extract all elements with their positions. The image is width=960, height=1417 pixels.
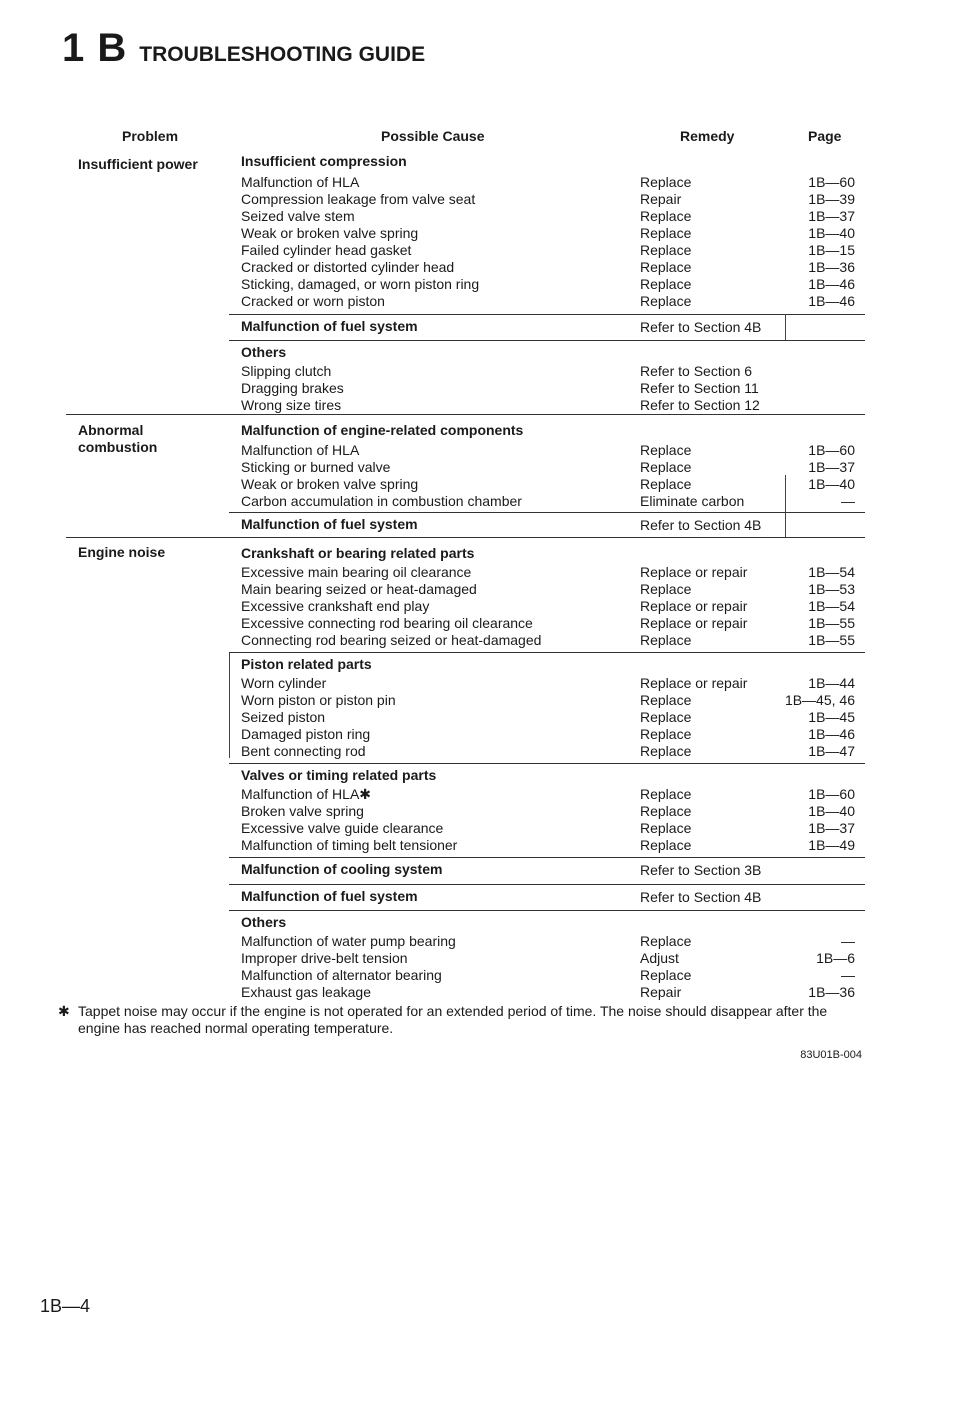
cause-text: Excessive valve guide clearance (241, 820, 444, 836)
cause-text: Worn piston or piston pin (241, 692, 396, 708)
cause-text: Connecting rod bearing seized or heat-damaged (241, 632, 542, 648)
remedy-text: Replace (640, 242, 692, 258)
table-row (229, 225, 865, 242)
remedy-text: Refer to Section 4B (640, 889, 762, 905)
remedy-text: Replace (640, 726, 692, 742)
cause-text: Excessive main bearing oil clearance (241, 564, 472, 580)
page-ref: 1B—46 (808, 276, 855, 292)
table-row (229, 950, 865, 967)
table-row (229, 967, 865, 984)
page-ref: 1B—60 (808, 442, 855, 458)
table-row (229, 984, 865, 1001)
remedy-text: Replace (640, 820, 692, 836)
page-title: TROUBLESHOOTING GUIDE (139, 43, 426, 66)
remedy-text: Repair (640, 984, 682, 1000)
cause-text: Failed cylinder head gasket (241, 242, 412, 258)
table-row (229, 293, 865, 310)
remedy-text: Replace (640, 259, 692, 275)
remedy-text: Replace (640, 276, 692, 292)
table-row (229, 726, 865, 743)
cause-text: Worn cylinder (241, 675, 327, 691)
page-ref: 1B—60 (808, 174, 855, 190)
cause-block-title: Crankshaft or bearing related parts (241, 545, 475, 561)
cause-block-single (229, 884, 865, 905)
remedy-text: Replace (640, 225, 692, 241)
page-ref: 1B—45, 46 (784, 692, 855, 708)
table-row (229, 632, 865, 649)
page-number: 1B—4 (40, 1296, 91, 1316)
page-ref: 1B—45 (808, 709, 855, 725)
cause-text: Malfunction of HLA✱ (241, 786, 372, 802)
cause-block-title: Others (241, 344, 287, 360)
cause-block (229, 763, 865, 853)
cause-block-title: Insufficient compression (241, 153, 407, 169)
cause-text: Dragging brakes (241, 380, 344, 396)
table-row (229, 242, 865, 259)
page-header (62, 26, 425, 71)
page-ref: 1B—36 (808, 259, 855, 275)
table-row (229, 933, 865, 950)
page-ref: 1B—46 (808, 293, 855, 309)
table-row (229, 837, 865, 854)
page-ref: — (841, 967, 855, 983)
cause-text: Wrong size tires (241, 397, 342, 413)
table-row (229, 675, 865, 692)
remedy-text: Replace or repair (640, 564, 748, 580)
footnote-text: Tappet noise may occur if the engine is not operated for an extended period of time. The noise should disappear after the engine has reached normal operating temperature. (78, 1003, 828, 1036)
cause-text: Malfunction of alternator bearing (241, 967, 442, 983)
remedy-text: Replace or repair (640, 675, 748, 691)
cause-text: Weak or broken valve spring (241, 476, 419, 492)
cause-text: Seized piston (241, 709, 326, 725)
cause-text: Cracked or worn piston (241, 293, 385, 309)
cause-text: Bent connecting rod (241, 743, 366, 759)
table-row (229, 363, 865, 380)
page-ref: 1B—53 (808, 581, 855, 597)
cause-block-title: Piston related parts (241, 656, 372, 672)
cause-block-single (229, 314, 865, 335)
cause-block (229, 340, 865, 413)
table-row (229, 259, 865, 276)
page-ref: 1B—37 (808, 459, 855, 475)
remedy-text: Replace (640, 709, 692, 725)
remedy-text: Replace (640, 803, 692, 819)
remedy-text: Replace (640, 837, 692, 853)
table-row (229, 476, 865, 493)
page-ref: 1B—6 (816, 950, 855, 966)
remedy-text: Replace (640, 786, 692, 802)
problem-label: Insufficient power (78, 156, 198, 172)
group-divider (66, 537, 865, 538)
cause-text: Seized valve stem (241, 208, 355, 224)
remedy-text: Replace (640, 293, 692, 309)
cause-text: Improper drive-belt tension (241, 950, 408, 966)
remedy-text: Replace (640, 933, 692, 949)
cause-text: Main bearing seized or heat-damaged (241, 581, 477, 597)
column-header-problem: Problem (122, 128, 179, 144)
page-ref: 1B—55 (808, 632, 855, 648)
page-ref: 1B—40 (808, 476, 855, 492)
cause-text: Sticking, damaged, or worn piston ring (241, 276, 480, 292)
page-ref: 1B—46 (808, 726, 855, 742)
remedy-text: Replace (640, 459, 692, 475)
table-row (229, 174, 865, 191)
group-divider (66, 414, 865, 415)
remedy-text: Refer to Section 3B (640, 862, 762, 878)
remedy-text: Replace (640, 692, 692, 708)
page-ref: 1B—44 (808, 675, 855, 691)
page-ref: 1B—54 (808, 564, 855, 580)
table-row (229, 442, 865, 459)
page-ref: 1B—40 (808, 803, 855, 819)
table-row (229, 191, 865, 208)
remedy-text: Replace (640, 208, 692, 224)
cause-text: Malfunction of HLA (241, 174, 360, 190)
cause-text: Damaged piston ring (241, 726, 371, 742)
remedy-text: Refer to Section 4B (640, 319, 762, 335)
section-number: 1 B (62, 26, 128, 70)
cause-text: Excessive connecting rod bearing oil clearance (241, 615, 533, 631)
table-row (229, 380, 865, 397)
problem-label: Engine noise (78, 544, 166, 560)
remedy-text: Replace (640, 632, 692, 648)
table-row (229, 615, 865, 632)
remedy-text: Replace (640, 442, 692, 458)
page-ref: — (841, 933, 855, 949)
table-row (229, 820, 865, 837)
table-row (229, 692, 865, 709)
cause-text: Carbon accumulation in combustion chamber (241, 493, 522, 509)
page-ref: 1B—47 (808, 743, 855, 759)
table-row (229, 581, 865, 598)
table-row (229, 786, 865, 803)
remedy-text: Replace (640, 174, 692, 190)
cause-text: Sticking or burned valve (241, 459, 391, 475)
cause-text: Weak or broken valve spring (241, 225, 419, 241)
remedy-text: Replace or repair (640, 598, 748, 614)
remedy-text: Refer to Section 4B (640, 517, 762, 533)
page-ref: 1B—37 (808, 820, 855, 836)
cause-text: Malfunction of HLA (241, 442, 360, 458)
cause-text: Compression leakage from valve seat (241, 191, 476, 207)
cause-text: Exhaust gas leakage (241, 984, 371, 1000)
table-row (229, 459, 865, 476)
remedy-text: Replace or repair (640, 615, 748, 631)
page-ref: 1B—40 (808, 225, 855, 241)
cause-text: Broken valve spring (241, 803, 364, 819)
column-header-cause: Possible Cause (381, 128, 485, 144)
remedy-text: Refer to Section 12 (640, 397, 760, 413)
cause-block-title: Malfunction of fuel system (241, 516, 418, 532)
figure-code: 83U01B-004 (800, 1049, 862, 1061)
table-row (229, 803, 865, 820)
page-ref: 1B—36 (808, 984, 855, 1000)
remedy-text: Adjust (640, 950, 679, 966)
remedy-text: Repair (640, 191, 682, 207)
cause-text: Malfunction of timing belt tensioner (241, 837, 458, 853)
cause-block-title: Malfunction of cooling system (241, 861, 443, 877)
cause-block (229, 652, 865, 759)
page-ref: 1B—39 (808, 191, 855, 207)
column-divider (785, 314, 786, 340)
cause-block-title: Others (241, 914, 287, 930)
cause-block-single (229, 512, 865, 533)
page-ref: 1B—15 (808, 242, 855, 258)
table-row (229, 397, 865, 414)
cause-text: Excessive crankshaft end play (241, 598, 430, 614)
cause-block-title: Malfunction of fuel system (241, 318, 418, 334)
remedy-text: Replace (640, 476, 692, 492)
page-ref: 1B—60 (808, 786, 855, 802)
page-ref: — (841, 493, 855, 509)
column-header-page: Page (808, 128, 842, 144)
page-ref: 1B—37 (808, 208, 855, 224)
remedy-text: Refer to Section 6 (640, 363, 753, 379)
table-row (229, 493, 865, 510)
cause-text: Slipping clutch (241, 363, 332, 379)
remedy-text: Refer to Section 11 (640, 380, 759, 396)
table-row (229, 709, 865, 726)
table-row (229, 276, 865, 293)
remedy-text: Replace (640, 581, 692, 597)
remedy-text: Replace (640, 967, 692, 983)
cause-block-single (229, 857, 865, 878)
cause-block-title: Malfunction of fuel system (241, 888, 418, 904)
table-row (229, 743, 865, 760)
footnote-star-icon: ✱ (58, 1003, 70, 1019)
cause-text: Malfunction of water pump bearing (241, 933, 456, 949)
cause-block-title: Malfunction of engine-related components (241, 422, 524, 438)
cause-block-title: Valves or timing related parts (241, 767, 437, 783)
cause-block (229, 910, 865, 1000)
page-ref: 1B—49 (808, 837, 855, 853)
table-row (229, 564, 865, 581)
table-row (229, 208, 865, 225)
page-ref: 1B—55 (808, 615, 855, 631)
footnote (58, 1003, 868, 1037)
table-row (229, 598, 865, 615)
remedy-text: Replace (640, 743, 692, 759)
problem-label: Abnormal combustion (78, 422, 158, 455)
page-ref: 1B—54 (808, 598, 855, 614)
cause-text: Cracked or distorted cylinder head (241, 259, 455, 275)
remedy-text: Eliminate carbon (640, 493, 745, 509)
column-header-remedy: Remedy (680, 128, 735, 144)
